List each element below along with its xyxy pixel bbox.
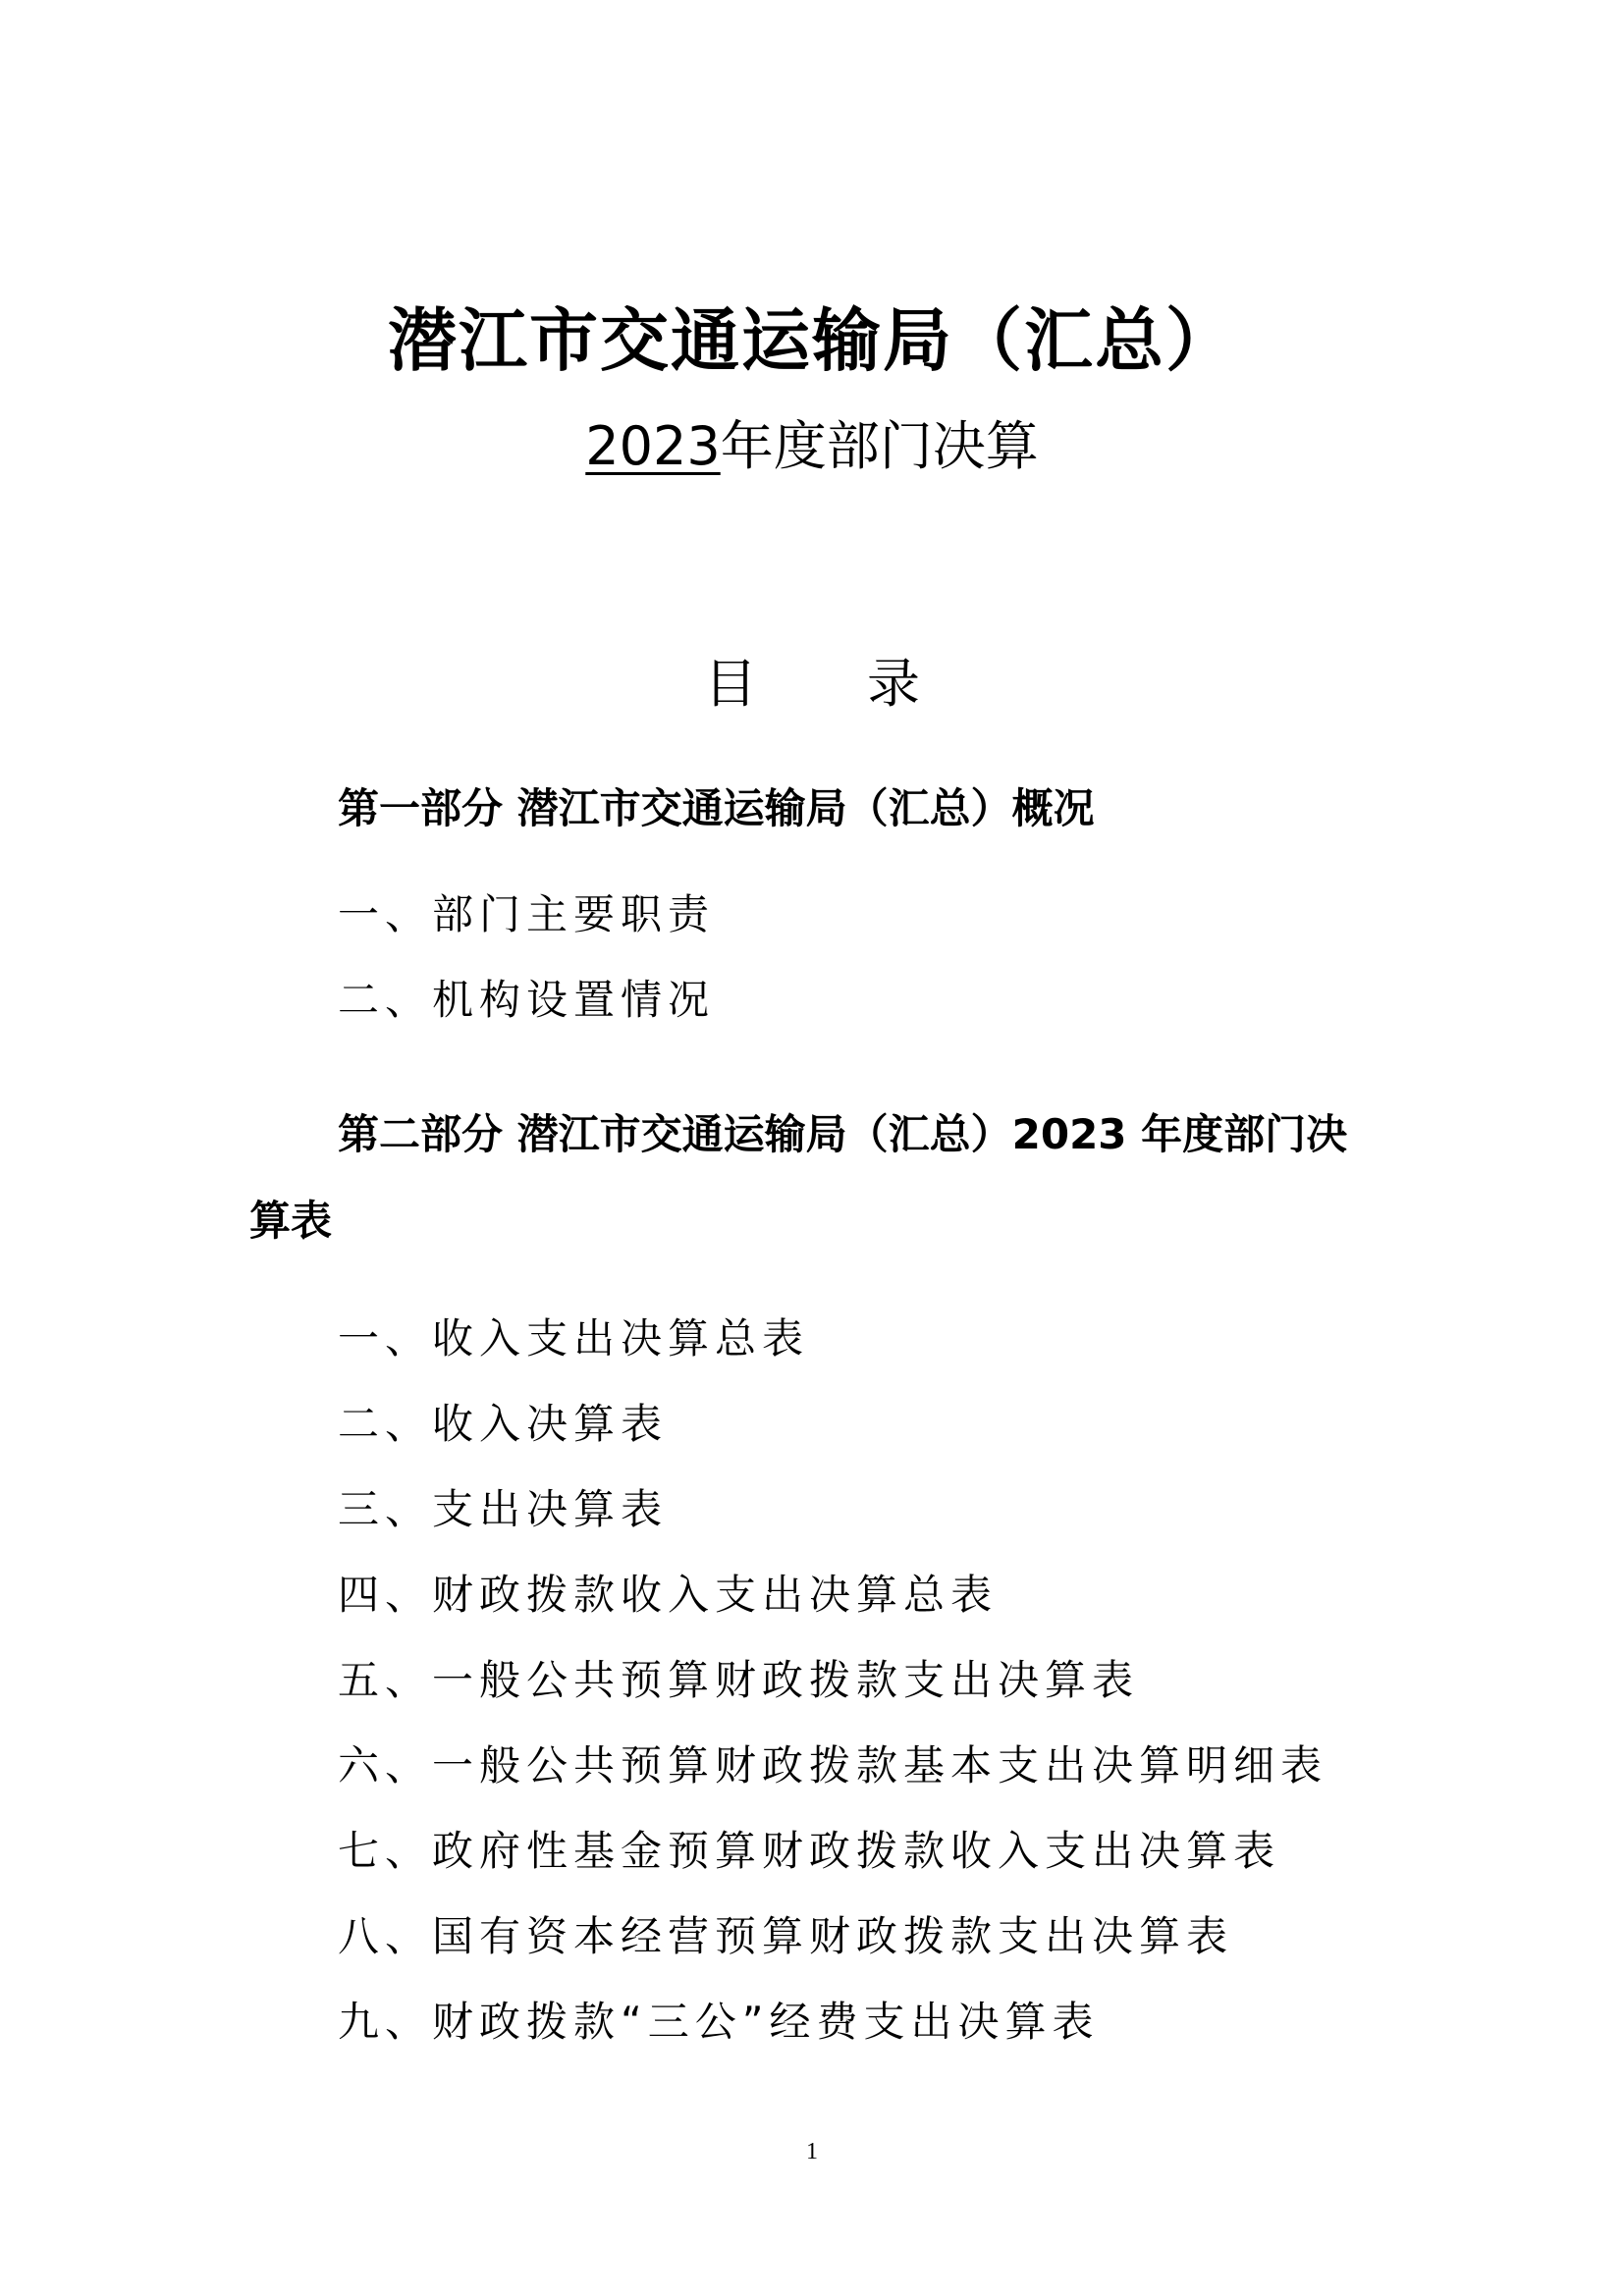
toc-part-2-item: 八、国有资本经营预算财政拨款支出决算表 xyxy=(338,1912,1234,1960)
toc-heading xyxy=(0,650,1624,719)
toc-part-2-item: 一、收入支出决算总表 xyxy=(338,1314,810,1362)
toc-part-2-item: 七、政府性基金预算财政拨款收入支出决算表 xyxy=(338,1827,1281,1875)
toc-part-1-title: 第一部分 潜江市交通运输局（汇总）概况 xyxy=(338,784,1095,832)
toc-heading-right: 录 xyxy=(867,653,920,715)
subtitle-year: 2023 xyxy=(585,415,721,477)
toc-part-2-item: 五、一般公共预算财政拨款支出决算表 xyxy=(338,1656,1140,1704)
toc-part-2-item: 二、收入决算表 xyxy=(338,1400,669,1448)
toc-part-2-item: 三、支出决算表 xyxy=(338,1485,669,1533)
toc-part-2-title-continued: 算表 xyxy=(249,1197,333,1245)
subtitle-text: 年度部门决算 xyxy=(720,415,1039,477)
document-title: 潜江市交通运输局（汇总） xyxy=(388,299,1236,381)
document-subtitle xyxy=(0,412,1624,481)
page-number: 1 xyxy=(806,2139,818,2164)
toc-part-1-item: 二、机构设置情况 xyxy=(338,976,716,1024)
toc-part-2-item: 四、财政拨款收入支出决算总表 xyxy=(338,1571,999,1619)
toc-part-1-item: 一、部门主要职责 xyxy=(338,890,716,938)
toc-part-2-item: 六、一般公共预算财政拨款基本支出决算明细表 xyxy=(338,1741,1328,1789)
toc-heading-left: 目 xyxy=(704,653,757,715)
toc-part-2-title: 第二部分 潜江市交通运输局（汇总）2023 年度部门决 xyxy=(338,1110,1348,1158)
toc-part-2-item: 九、财政拨款“三公”经费支出决算表 xyxy=(338,1998,1100,2046)
